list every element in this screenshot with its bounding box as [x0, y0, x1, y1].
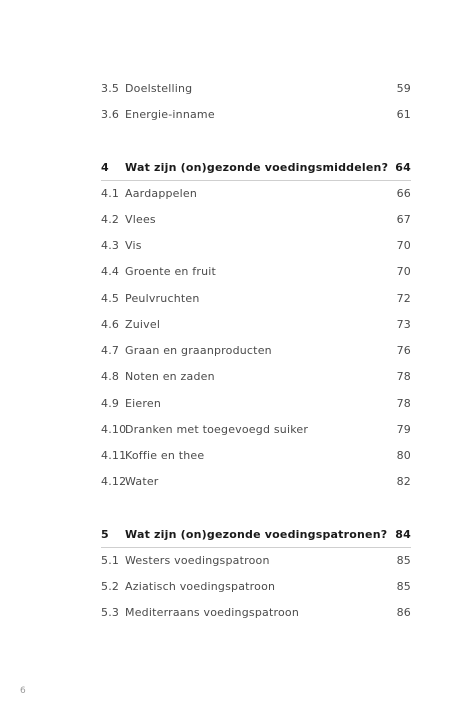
toc-entry-4-6	[101, 317, 411, 333]
chapter-divider	[101, 180, 411, 181]
toc-entry-4-10	[101, 422, 411, 438]
toc-number: 4.11	[101, 449, 127, 462]
toc-page: 61	[396, 108, 411, 121]
toc-entry-5-2	[101, 579, 411, 595]
toc-page: 79	[396, 423, 411, 436]
toc-number: 4.4	[101, 265, 120, 278]
toc-chapter-4	[101, 160, 411, 176]
toc-entry-4-5	[101, 291, 411, 307]
toc-page: 85	[396, 580, 411, 593]
toc-number: 4.2	[101, 213, 120, 226]
toc-number: 4.10	[101, 423, 127, 436]
toc-number: 4.1	[101, 187, 120, 200]
toc-entry-4-9	[101, 396, 411, 412]
toc-entry-4-2	[101, 212, 411, 228]
toc-number: 5	[101, 528, 109, 541]
toc-page: 76	[396, 344, 411, 357]
toc-number: 5.1	[101, 554, 120, 567]
toc-entry-3-5	[101, 81, 411, 97]
toc-title: Westers voedingspatroon	[125, 554, 270, 567]
toc-title: Water	[125, 475, 159, 488]
toc-page: 59	[396, 82, 411, 95]
toc-page: 86	[396, 606, 411, 619]
toc-title: Zuivel	[125, 318, 161, 331]
page-number: 6	[20, 686, 26, 696]
toc-title: Energie-inname	[125, 108, 215, 121]
toc-number: 4.8	[101, 370, 120, 383]
toc-title: Vlees	[125, 213, 156, 226]
toc-number: 4.5	[101, 292, 120, 305]
toc-entry-5-3	[101, 605, 411, 621]
toc-page: 78	[396, 397, 411, 410]
toc-page: 70	[396, 265, 411, 278]
toc-number: 4.7	[101, 344, 120, 357]
toc-number: 4.12	[101, 475, 127, 488]
toc-title: Aziatisch voedingspatroon	[125, 580, 276, 593]
toc-entry-4-12	[101, 474, 411, 490]
toc-number: 4.3	[101, 239, 120, 252]
toc-number: 4.6	[101, 318, 120, 331]
toc-number: 5.3	[101, 606, 120, 619]
toc-title: Wat zijn (on)gezonde voedingspatronen?	[125, 528, 388, 541]
toc-page: 82	[396, 475, 411, 488]
toc-title: Wat zijn (on)gezonde voedingsmiddelen?	[125, 161, 389, 174]
toc-entry-4-1	[101, 186, 411, 202]
toc-title: Doelstelling	[125, 82, 193, 95]
toc-number: 4.9	[101, 397, 120, 410]
toc-page: 70	[396, 239, 411, 252]
toc-title: Eieren	[125, 397, 161, 410]
toc-title: Mediterraans voedingspatroon	[125, 606, 299, 619]
toc-chapter-5	[101, 527, 411, 543]
toc-entry-3-6	[101, 107, 411, 123]
toc-page: 84	[395, 528, 411, 541]
toc-title: Koffie en thee	[125, 449, 205, 462]
toc-page: 80	[396, 449, 411, 462]
toc-entry-4-8	[101, 369, 411, 385]
toc-number: 4	[101, 161, 109, 174]
toc-number: 3.5	[101, 82, 120, 95]
toc-number: 5.2	[101, 580, 120, 593]
toc-entry-4-7	[101, 343, 411, 359]
toc-page: 72	[396, 292, 411, 305]
toc-number: 3.6	[101, 108, 120, 121]
chapter-divider	[101, 547, 411, 548]
toc-page: 78	[396, 370, 411, 383]
toc-page: 64	[395, 161, 411, 174]
toc-page: 67	[396, 213, 411, 226]
toc-title: Graan en graanproducten	[125, 344, 272, 357]
toc-title: Aardappelen	[125, 187, 198, 200]
toc-entry-5-1	[101, 553, 411, 569]
toc-title: Groente en fruit	[125, 265, 217, 278]
toc-title: Vis	[125, 239, 142, 252]
toc-page: 66	[396, 187, 411, 200]
toc-page: 73	[396, 318, 411, 331]
toc-page: 85	[396, 554, 411, 567]
toc-entry-4-3	[101, 238, 411, 254]
toc-title: Noten en zaden	[125, 370, 215, 383]
toc-entry-4-11	[101, 448, 411, 464]
toc-entry-4-4	[101, 264, 411, 280]
toc-title: Peulvruchten	[125, 292, 200, 305]
toc-title: Dranken met toegevoegd suiker	[125, 423, 309, 436]
